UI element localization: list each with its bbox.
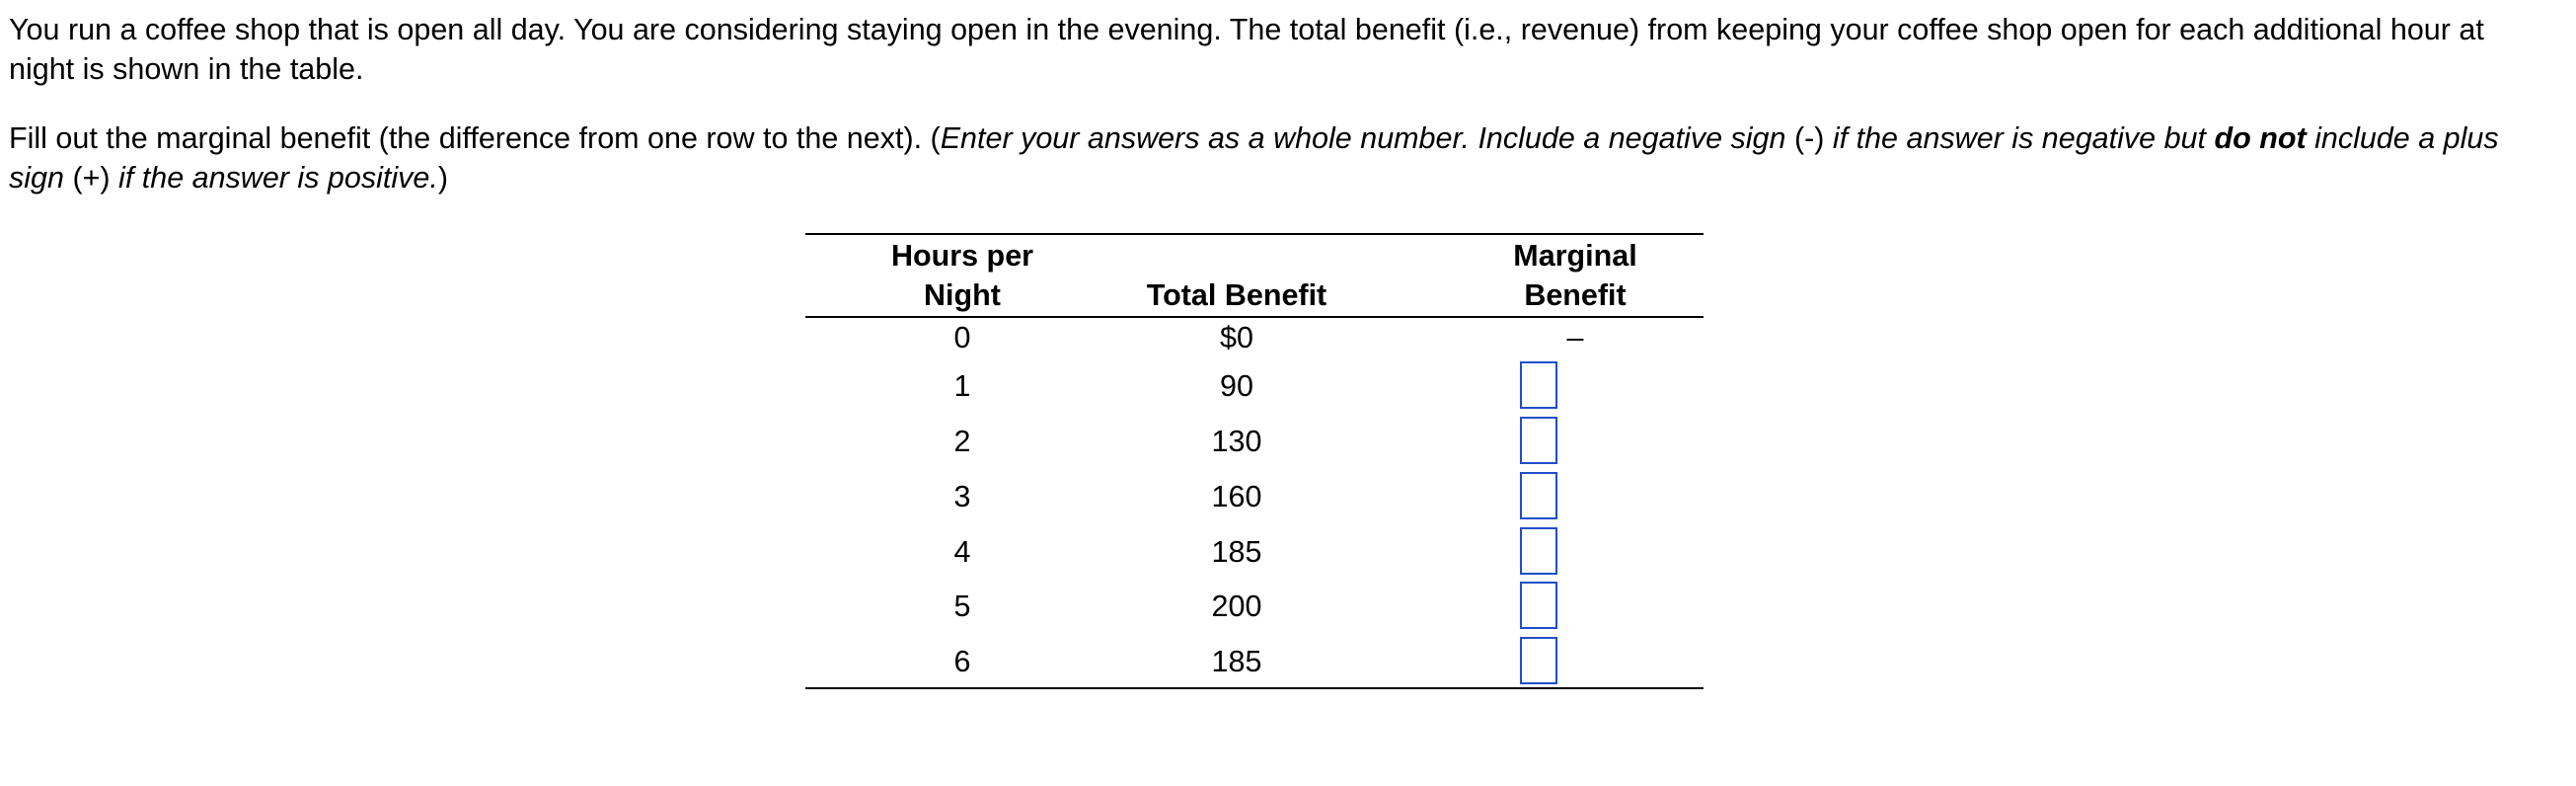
instruction-close: ) [437,161,448,195]
table-cell-total-benefit: 90 [1220,369,1253,403]
header-mb-line1: Marginal [1513,239,1637,273]
instruction-bold-do-not: do not [2214,121,2307,155]
header-total-benefit: Total Benefit [1146,278,1327,312]
instruction-lead: Fill out the marginal benefit (the difference from one row to the next). ( [9,121,941,155]
marginal-benefit-input-4[interactable] [1520,527,1557,575]
marginal-benefit-input-3[interactable] [1520,472,1557,519]
instruction-italic-2: if the answer is negative but [1824,121,2215,155]
header-mb-line2: Benefit [1524,278,1627,312]
table-cell-hours: 0 [953,321,971,354]
table-cell-hours: 1 [953,369,971,403]
header-hours-line1: Hours per [890,239,1034,273]
minus-sign-text: (-) [1793,121,1825,155]
instruction-text [9,118,2536,197]
table-cell-hours: 6 [953,645,971,678]
table-cell-marginal-dash: – [1566,321,1584,354]
table-cell-total-benefit: 200 [1211,590,1262,623]
table-top-rule [805,233,1704,235]
instruction-italic-4: if the answer is positive. [110,161,438,195]
header-hours-per-night [845,236,1080,315]
marginal-benefit-input-5[interactable] [1520,582,1557,629]
table-cell-hours: 3 [953,480,971,513]
table-bottom-rule [805,687,1704,689]
instruction-italic-3: include a plus sign [9,121,2499,195]
table-cell-total-benefit: $0 [1220,321,1253,354]
problem-intro-text: You run a coffee shop that is open all day. You are considering staying open in the evening. The total benefit (i.e., revenue) from keeping your coffee shop open for each additional hour at night is shown in the table. [9,13,2484,86]
table-cell-total-benefit: 160 [1211,480,1262,513]
table-cell-total-benefit: 185 [1211,535,1262,569]
header-hours-line2: Night [924,278,1001,312]
table-cell-total-benefit: 185 [1211,645,1262,678]
table-cell-hours: 4 [953,535,971,569]
marginal-benefit-input-1[interactable] [1520,361,1557,409]
header-marginal-benefit [1398,236,1753,315]
table-cell-hours: 5 [953,590,971,623]
instruction-italic-1: Enter your answers as a whole number. Include a negative sign [940,121,1794,155]
marginal-benefit-input-6[interactable] [1520,637,1557,684]
marginal-benefit-input-2[interactable] [1520,417,1557,464]
benefit-table [805,233,1704,689]
table-cell-total-benefit: 130 [1211,425,1262,458]
plus-sign-text: (+) [72,161,111,195]
table-cell-hours: 2 [953,425,971,458]
